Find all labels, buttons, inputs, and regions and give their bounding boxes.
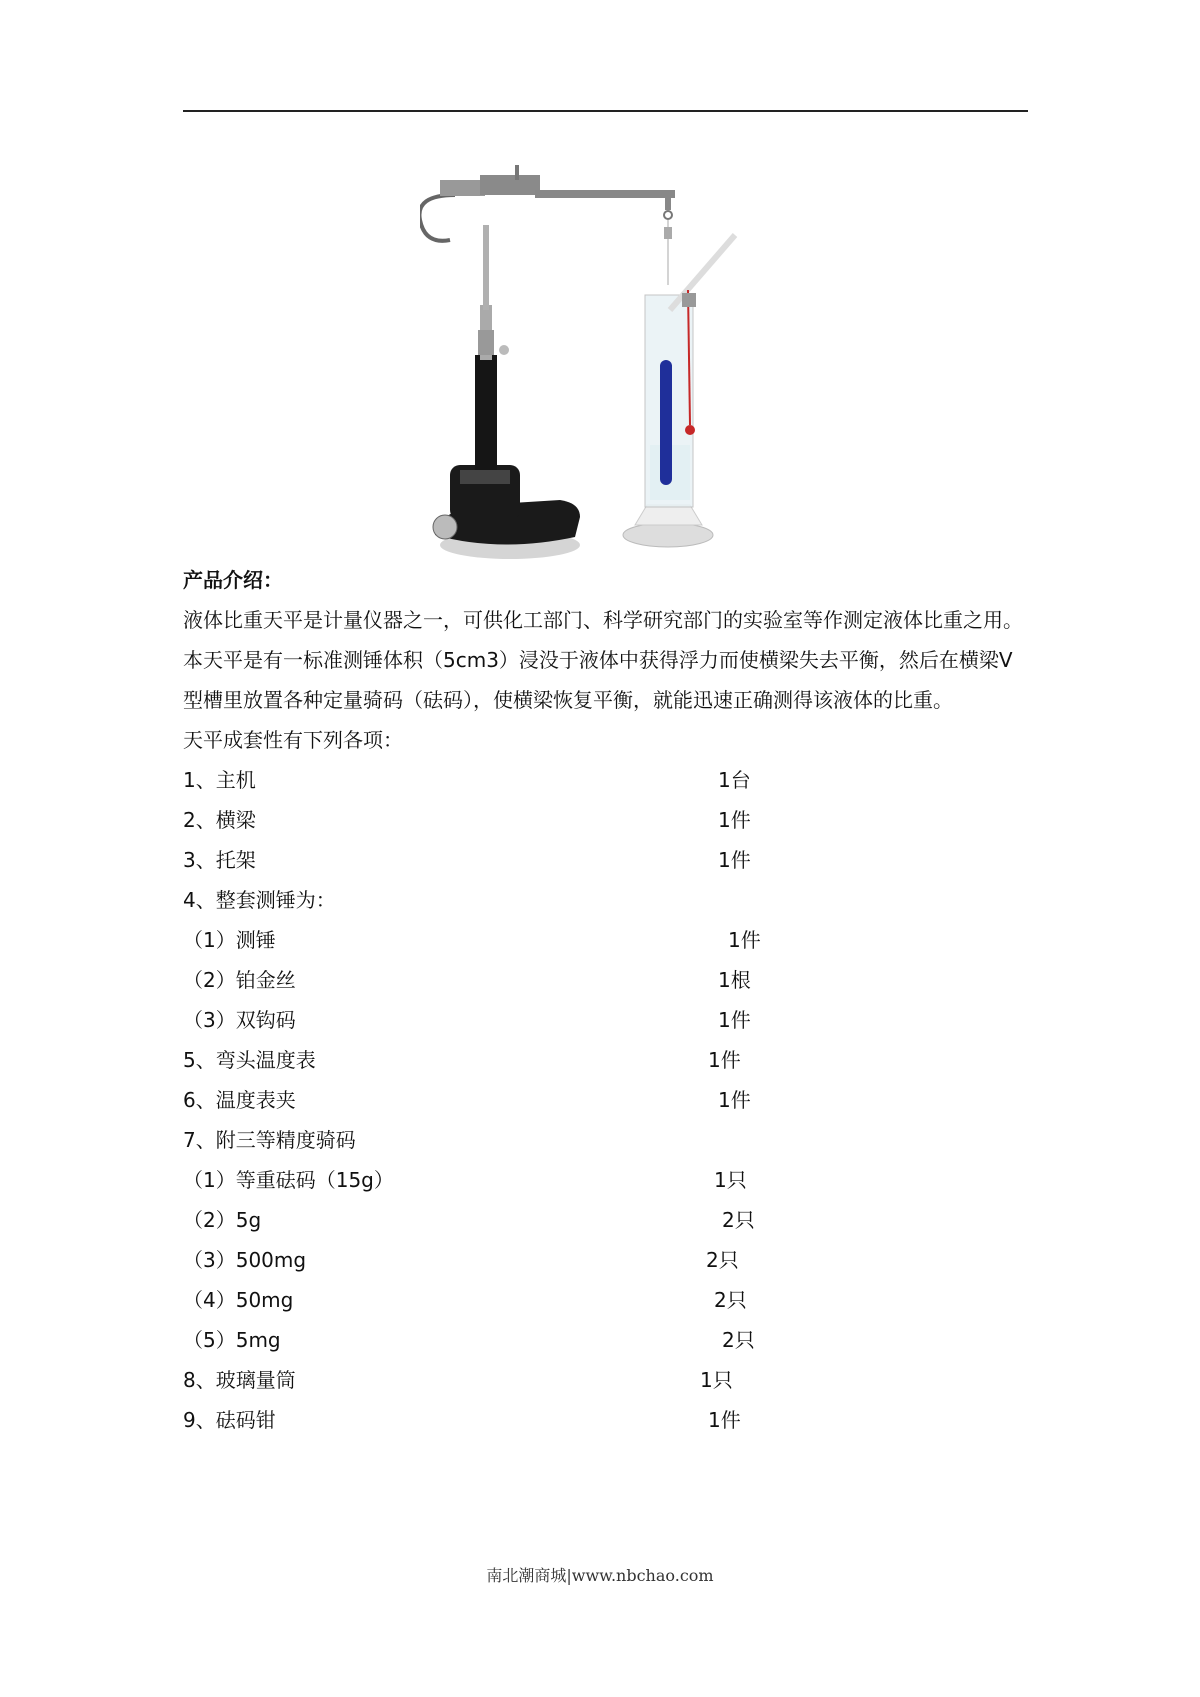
item-label: 7、附三等精度骑码 bbox=[183, 1128, 356, 1152]
item-qty: 1件 bbox=[708, 1408, 741, 1432]
section-heading: 产品介绍： bbox=[183, 568, 283, 592]
paragraph-line: 天平成套性有下列各项： bbox=[183, 728, 403, 752]
item-label: 2、横梁 bbox=[183, 808, 256, 832]
item-label: 1、主机 bbox=[183, 768, 256, 792]
item-label: 9、砝码钳 bbox=[183, 1408, 276, 1432]
item-label: 8、玻璃量筒 bbox=[183, 1368, 296, 1392]
item-label: 6、温度表夹 bbox=[183, 1088, 296, 1112]
item-qty: 1件 bbox=[718, 1088, 751, 1112]
item-qty: 2只 bbox=[714, 1288, 747, 1312]
item-qty: 1只 bbox=[700, 1368, 733, 1392]
item-label: （3）500mg bbox=[183, 1248, 307, 1272]
item-qty: 1件 bbox=[718, 808, 751, 832]
item-label: （2）5g bbox=[183, 1208, 262, 1232]
item-label: （4）50mg bbox=[183, 1288, 294, 1312]
item-qty: 1只 bbox=[714, 1168, 747, 1192]
item-qty: 2只 bbox=[722, 1328, 755, 1352]
balance-photo bbox=[420, 165, 800, 575]
item-qty: 1根 bbox=[718, 968, 751, 992]
item-label: （2）铂金丝 bbox=[183, 968, 296, 992]
item-label: 4、整套测锤为： bbox=[183, 888, 336, 912]
item-qty: 1件 bbox=[728, 928, 761, 952]
footer-text: 南北潮商城|www.nbchao.com bbox=[486, 1566, 714, 1585]
item-label: （1）测锤 bbox=[183, 928, 276, 952]
top-divider bbox=[183, 110, 1028, 112]
item-label: 5、弯头温度表 bbox=[183, 1048, 316, 1072]
item-qty: 1件 bbox=[718, 848, 751, 872]
paragraph-line: 本天平是有一标准测锤体积（5cm3）浸没于液体中获得浮力而使横梁失去平衡，然后在横梁V bbox=[183, 648, 1013, 672]
paragraph-line: 型槽里放置各种定量骑码（砝码），使横梁恢复平衡，就能迅速正确测得该液体的比重。 bbox=[183, 688, 953, 712]
item-qty: 1件 bbox=[708, 1048, 741, 1072]
item-label: （5）5mg bbox=[183, 1328, 281, 1352]
item-qty: 2只 bbox=[706, 1248, 739, 1272]
item-label: 3、托架 bbox=[183, 848, 256, 872]
item-label: （1）等重砝码（15g） bbox=[183, 1168, 394, 1192]
item-qty: 1件 bbox=[718, 1008, 751, 1032]
item-label: （3）双钩码 bbox=[183, 1008, 296, 1032]
paragraph-line: 液体比重天平是计量仪器之一，可供化工部门、科学研究部门的实验室等作测定液体比重之用。 bbox=[183, 608, 1023, 632]
item-qty: 1台 bbox=[718, 768, 751, 792]
item-qty: 2只 bbox=[722, 1208, 755, 1232]
